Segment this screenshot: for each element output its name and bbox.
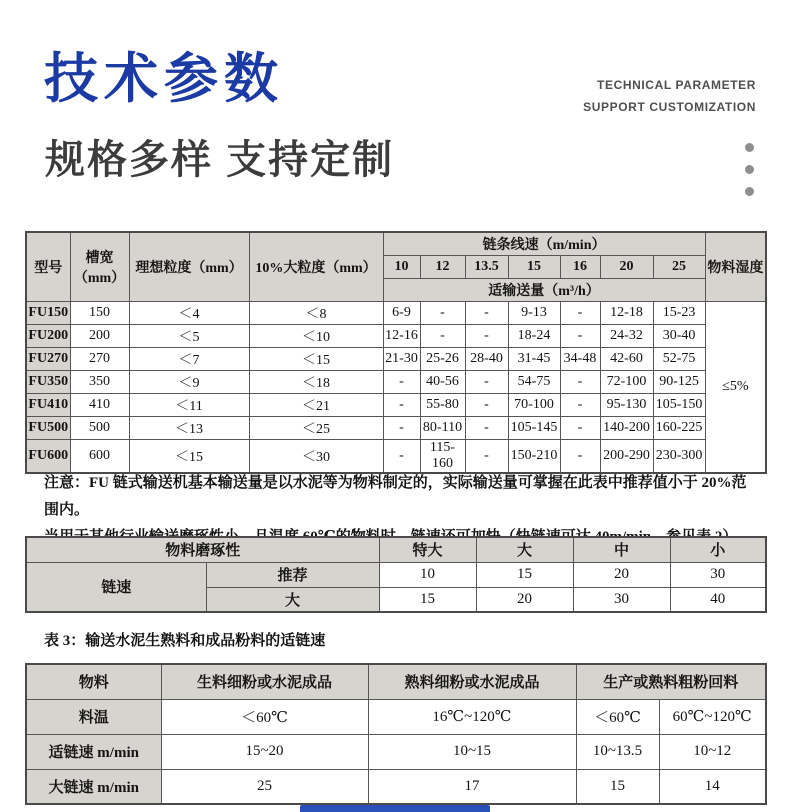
cell: - xyxy=(560,416,600,439)
row-label: 大链速 m/min xyxy=(26,769,161,804)
model-cell: FU200 xyxy=(26,324,70,347)
abrasion-level: 大 xyxy=(476,537,573,562)
abrasion-level: 小 xyxy=(670,537,766,562)
cell: ＜10 xyxy=(249,324,383,347)
cell: 6-9 xyxy=(383,301,420,324)
model-cell: FU410 xyxy=(26,393,70,416)
dot-icon xyxy=(745,143,754,152)
cell: 500 xyxy=(70,416,129,439)
dot-icon xyxy=(745,165,754,174)
table-row-fu600 xyxy=(26,439,766,473)
cell: 350 xyxy=(70,370,129,393)
col-header-chain-speed-group: 链条线速（m/min） xyxy=(383,232,705,255)
cell: ＜5 xyxy=(129,324,249,347)
cell: 30 xyxy=(670,562,766,587)
cell: 12-16 xyxy=(383,324,420,347)
cell: 600 xyxy=(70,439,129,473)
speed-col: 13.5 xyxy=(465,255,508,278)
cell: - xyxy=(560,301,600,324)
cell: 16℃~120℃ xyxy=(368,699,576,734)
speed-row-max xyxy=(26,769,766,804)
table-row-fu150 xyxy=(26,301,766,324)
cell: 10~13.5 xyxy=(576,734,659,769)
cell: - xyxy=(420,324,465,347)
chain-speed-group-label: 链速 xyxy=(26,562,206,612)
cell: 15 xyxy=(379,587,476,612)
table-row-fu500 xyxy=(26,416,766,439)
cell: 10~12 xyxy=(659,734,766,769)
cell: 10 xyxy=(379,562,476,587)
cell: 40 xyxy=(670,587,766,612)
table-row-fu350 xyxy=(26,370,766,393)
cell: 18-24 xyxy=(508,324,560,347)
cell: ＜21 xyxy=(249,393,383,416)
cell: 34-48 xyxy=(560,347,600,370)
cell: - xyxy=(383,393,420,416)
speed-col: 10 xyxy=(383,255,420,278)
cell: 80-110 xyxy=(420,416,465,439)
spec-table xyxy=(25,231,767,474)
col-header-model: 型号 xyxy=(26,232,70,301)
col-header-material: 物料 xyxy=(26,664,161,699)
speed-col: 20 xyxy=(600,255,653,278)
model-cell: FU500 xyxy=(26,416,70,439)
cell: 21-30 xyxy=(383,347,420,370)
cell: - xyxy=(420,301,465,324)
abrasion-row-recommended xyxy=(26,562,766,587)
cell: ＜8 xyxy=(249,301,383,324)
table-row-fu270 xyxy=(26,347,766,370)
cell: - xyxy=(383,439,420,473)
model-cell: FU350 xyxy=(26,370,70,393)
cell: ＜7 xyxy=(129,347,249,370)
cell: 60℃~120℃ xyxy=(659,699,766,734)
model-cell: FU270 xyxy=(26,347,70,370)
table-row-fu200 xyxy=(26,324,766,347)
cell: ＜30 xyxy=(249,439,383,473)
spec-header-row-1 xyxy=(26,232,766,255)
dot-icon xyxy=(745,187,754,196)
cell: 72-100 xyxy=(600,370,653,393)
cell: ＜9 xyxy=(129,370,249,393)
cell: 25 xyxy=(161,769,368,804)
cell: - xyxy=(383,416,420,439)
speed-col: 25 xyxy=(653,255,705,278)
cell: ＜60℃ xyxy=(161,699,368,734)
cell: 10~15 xyxy=(368,734,576,769)
speed-col: 16 xyxy=(560,255,600,278)
cell: 14 xyxy=(659,769,766,804)
cell: 200-290 xyxy=(600,439,653,473)
cell: ＜18 xyxy=(249,370,383,393)
page-subtitle: 规格多样 支持定制 xyxy=(45,138,395,182)
abrasion-level: 中 xyxy=(573,537,670,562)
speed-row-temperature xyxy=(26,699,766,734)
speed-col: 12 xyxy=(420,255,465,278)
cell: 20 xyxy=(573,562,670,587)
cell: ＜11 xyxy=(129,393,249,416)
row-label: 料温 xyxy=(26,699,161,734)
english-line-1: TECHNICAL PARAMETER xyxy=(597,78,756,92)
col-header-raw-fine: 生料细粉或水泥成品 xyxy=(161,664,368,699)
cell: 15~20 xyxy=(161,734,368,769)
abrasion-header: 物料磨琢性 xyxy=(26,537,379,562)
cell: - xyxy=(465,416,508,439)
cell: - xyxy=(465,301,508,324)
cell: 160-225 xyxy=(653,416,705,439)
cell: 105-145 xyxy=(508,416,560,439)
next-section-banner xyxy=(300,805,490,812)
col-header-coarse-return: 生产或熟料粗粉回料 xyxy=(576,664,766,699)
speed-col: 15 xyxy=(508,255,560,278)
cell: 25-26 xyxy=(420,347,465,370)
cell: 230-300 xyxy=(653,439,705,473)
cell: 17 xyxy=(368,769,576,804)
cell: ＜15 xyxy=(129,439,249,473)
english-subtitle xyxy=(583,74,756,118)
col-header-capacity-group: 适输送量（m³/h） xyxy=(383,278,705,301)
page-title: 技术参数 xyxy=(44,49,284,109)
decorative-dots xyxy=(745,143,754,196)
row-label: 大 xyxy=(206,587,379,612)
cell: 95-130 xyxy=(600,393,653,416)
cell: - xyxy=(465,370,508,393)
col-header-clinker-fine: 熟料细粉或水泥成品 xyxy=(368,664,576,699)
cell: ＜4 xyxy=(129,301,249,324)
cell: 24-32 xyxy=(600,324,653,347)
cell: 15 xyxy=(576,769,659,804)
cell: - xyxy=(560,439,600,473)
cell: - xyxy=(560,324,600,347)
cell: 9-13 xyxy=(508,301,560,324)
col-header-large-size: 10%大粒度（mm） xyxy=(249,232,383,301)
cell: 12-18 xyxy=(600,301,653,324)
cell: 140-200 xyxy=(600,416,653,439)
humidity-cell: ≤5% xyxy=(705,301,766,473)
cell: - xyxy=(383,370,420,393)
row-label: 适链速 m/min xyxy=(26,734,161,769)
model-cell: FU150 xyxy=(26,301,70,324)
cell: ＜13 xyxy=(129,416,249,439)
model-cell: FU600 xyxy=(26,439,70,473)
english-line-2: SUPPORT CUSTOMIZATION xyxy=(583,100,756,114)
col-header-trough-width: 槽宽（mm） xyxy=(70,232,129,301)
cell: 40-56 xyxy=(420,370,465,393)
cell: 42-60 xyxy=(600,347,653,370)
cell: 20 xyxy=(476,587,573,612)
cell: 52-75 xyxy=(653,347,705,370)
cell: - xyxy=(465,439,508,473)
cell: 70-100 xyxy=(508,393,560,416)
cell: - xyxy=(560,370,600,393)
cell: 90-125 xyxy=(653,370,705,393)
cell: ＜60℃ xyxy=(576,699,659,734)
cell: 55-80 xyxy=(420,393,465,416)
chain-speed-table xyxy=(25,663,767,805)
col-header-ideal-size: 理想粒度（mm） xyxy=(129,232,249,301)
cell: ＜15 xyxy=(249,347,383,370)
speed-header-row xyxy=(26,664,766,699)
cell: 115-160 xyxy=(420,439,465,473)
cell: 150 xyxy=(70,301,129,324)
row-label: 推荐 xyxy=(206,562,379,587)
cell: 30 xyxy=(573,587,670,612)
col-header-humidity: 物料湿度 xyxy=(705,232,766,301)
table3-caption: 表 3：输送水泥生熟料和成品粉料的适链速 xyxy=(44,633,326,649)
speed-row-suitable xyxy=(26,734,766,769)
abrasion-header-row xyxy=(26,537,766,562)
cell: 30-40 xyxy=(653,324,705,347)
cell: - xyxy=(465,393,508,416)
cell: ＜25 xyxy=(249,416,383,439)
abrasion-level: 特大 xyxy=(379,537,476,562)
cell: 105-150 xyxy=(653,393,705,416)
cell: 150-210 xyxy=(508,439,560,473)
cell: 54-75 xyxy=(508,370,560,393)
cell: 410 xyxy=(70,393,129,416)
abrasion-table xyxy=(25,536,767,613)
cell: - xyxy=(465,324,508,347)
cell: 200 xyxy=(70,324,129,347)
cell: 15-23 xyxy=(653,301,705,324)
cell: 28-40 xyxy=(465,347,508,370)
cell: 31-45 xyxy=(508,347,560,370)
table-row-fu410 xyxy=(26,393,766,416)
cell: 15 xyxy=(476,562,573,587)
cell: 270 xyxy=(70,347,129,370)
cell: - xyxy=(560,393,600,416)
note-line-1: 注意：FU 链式输送机基本输送量是以水泥等为物料制定的，实际输送量可掌握在此表中推荐值小于 20%范围内。 xyxy=(44,475,747,518)
